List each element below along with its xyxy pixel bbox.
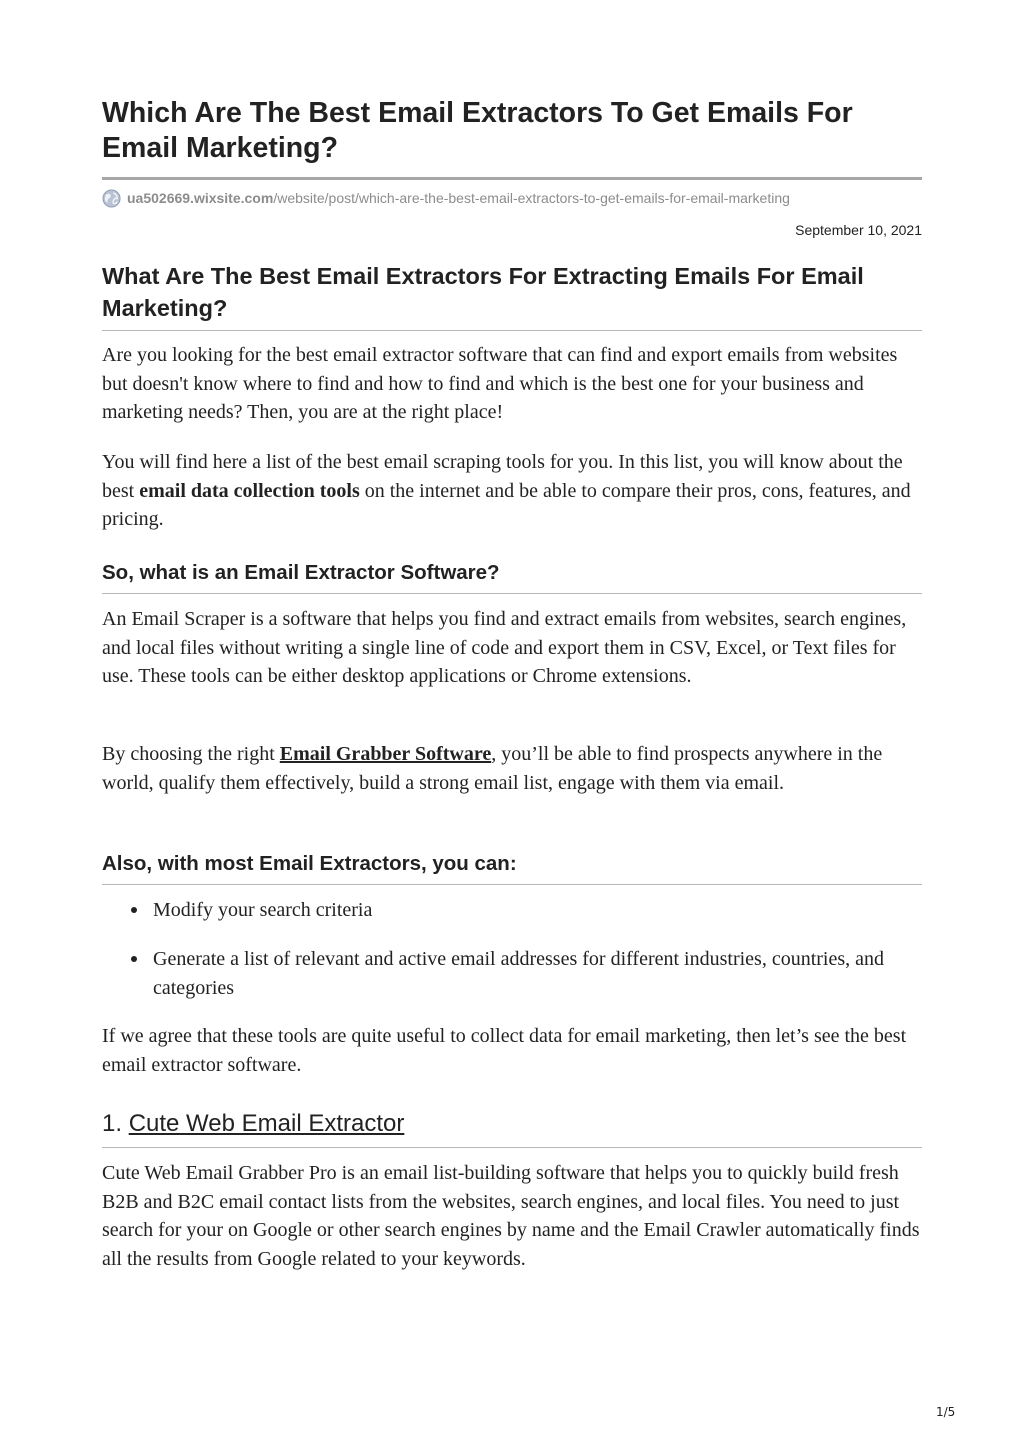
bold-phrase: email data collection tools (139, 479, 360, 502)
page-number: 1/5 (936, 1405, 956, 1419)
text: By choosing the right (102, 743, 280, 765)
section-heading-best-extractors: What Are The Best Email Extractors For Extracting Emails For Email Marketing? (102, 263, 864, 321)
paragraph-list-intro (102, 448, 922, 534)
list-item-text: Modify your search criteria (153, 899, 373, 921)
section-divider (102, 1147, 922, 1148)
heading-number: 1. (102, 1110, 123, 1137)
title-divider (102, 177, 922, 180)
list-item (153, 945, 893, 1002)
source-url[interactable] (102, 188, 922, 208)
paragraph-intro: Are you looking for the best email extractor software that can find and export emails from websites but doesn't know where to find and how to find and which is the best one for your business and marketing needs? Then, you are at the right place! (102, 344, 898, 423)
globe-icon (102, 189, 121, 208)
source-domain[interactable]: ua502669.wixsite.com (127, 190, 274, 206)
list-item (153, 896, 893, 925)
section-divider (102, 593, 922, 594)
source-path[interactable]: /website/post/which-are-the-best-email-extractors-to-get-emails-for-email-marketing (273, 190, 790, 206)
page-title: Which Are The Best Email Extractors To Get Emails For Email Marketing? (102, 97, 853, 164)
publish-date: September 10, 2021 (795, 222, 922, 238)
email-grabber-software-link[interactable]: Email Grabber Software (279, 743, 492, 765)
paragraph-choosing (102, 740, 922, 797)
section-divider (102, 330, 922, 331)
paragraph-transition: If we agree that these tools are quite useful to collect data for email marketing, then let’s see the best email extractor software. (102, 1025, 907, 1076)
cute-web-email-extractor-link[interactable]: Cute Web Email Extractor (128, 1110, 405, 1137)
paragraph-cute-web: Cute Web Email Grabber Pro is an email list-building software that helps you to quickly build fresh B2B and B2C email contact lists from the websites, search engines, and local files. You need to just search for your on Google or other search engines by name and the Email Crawler automatically finds all the results from Google related to your keywords. (102, 1162, 920, 1270)
section-heading-features: Also, with most Email Extractors, you can: (102, 852, 517, 875)
section-heading-what-is: So, what is an Email Extractor Software? (102, 561, 500, 584)
text: You will find here a list of the best email scraping tools for you. In this list, you will know about the best (102, 451, 903, 502)
list-item-text: Generate a list of relevant and active email addresses for different industries, countries, and categories (153, 948, 885, 999)
source-link[interactable] (127, 188, 790, 208)
paragraph-definition: An Email Scraper is a software that helps you find and extract emails from websites, search engines, and local files without writing a single line of code and export them in CSV, Excel, or Text files for use. These tools can be either desktop applications or Chrome extensions. (102, 608, 907, 687)
text: on the internet and be able to compare their pros, cons, features, and pricing. (102, 479, 911, 530)
text: , you’ll be able to find prospects anywhere in the world, qualify them effectively, build a strong email list, engage with them via email. (102, 743, 883, 794)
section-heading-cute-web (102, 1108, 922, 1140)
section-divider (102, 884, 922, 885)
bullet-icon (131, 956, 137, 962)
bullet-icon (131, 907, 137, 913)
